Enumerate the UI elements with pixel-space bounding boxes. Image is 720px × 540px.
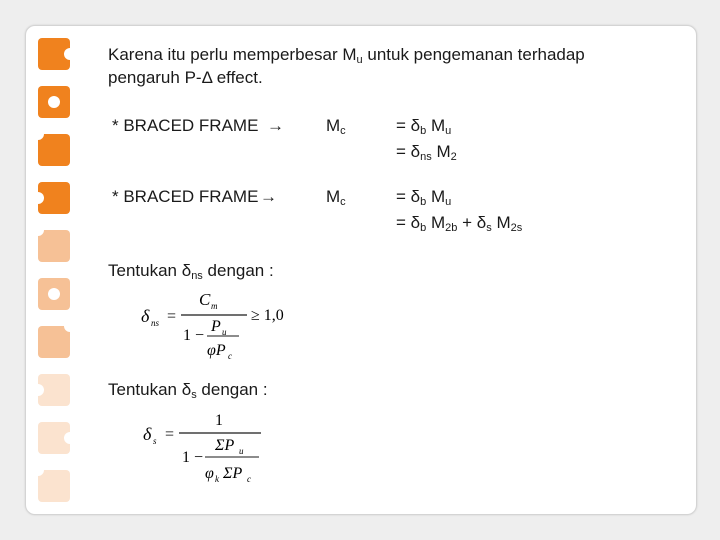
row1-eq2: = $\delta_{ns}$ $M_2$ xyxy=(396,142,457,163)
row2-m: $M_c$ xyxy=(326,187,346,208)
row1-m: $M_c$ xyxy=(326,116,346,137)
row2-eq1: = $\delta_b$ $M_u$ xyxy=(396,187,452,208)
formula-delta-s xyxy=(135,408,275,490)
fs-lhs: δ xyxy=(143,424,152,444)
fns-lhs: δ xyxy=(141,306,150,326)
fs-num: 1 xyxy=(215,412,223,429)
tentukan-s-text: Tentukan $\delta_s$ dengan : xyxy=(108,380,268,401)
fs-frac-num-sub: u xyxy=(239,446,244,456)
fns-frac-den-sub: c xyxy=(228,351,232,361)
row1-label: * BRACED FRAME xyxy=(112,116,259,135)
formula-delta-ns xyxy=(135,287,295,365)
fs-den-one: 1 − xyxy=(182,449,204,466)
row2-eq2: = $\delta_b$ $M_{2b} + \delta_s$ $M_{2s}$ xyxy=(396,213,523,234)
fs-frac-den: φ xyxy=(205,465,214,482)
fns-num-sub: m xyxy=(211,301,218,311)
row1-eq1: = $\delta_b$ $M_u$ xyxy=(396,116,452,137)
fns-frac-den: φP xyxy=(207,342,226,359)
deco-square-1 xyxy=(38,38,70,70)
deco-square-6 xyxy=(38,278,70,310)
intro-line-2: pengaruh P-Δ effect. xyxy=(108,68,263,87)
fns-frac-num: P xyxy=(211,318,221,335)
fs-frac-den-sub: k xyxy=(215,474,219,484)
row2-label: * BRACED FRAME xyxy=(112,187,259,206)
row1-arrow-icon: → xyxy=(267,116,284,135)
fns-den-one: 1 − xyxy=(183,327,205,344)
fs-eq: = xyxy=(165,426,175,443)
fns-frac-num-sub: u xyxy=(222,327,227,337)
deco-square-9 xyxy=(38,422,70,454)
deco-square-8 xyxy=(38,374,70,406)
fs-frac-num: ΣP xyxy=(215,437,235,454)
fns-eq: = xyxy=(167,308,177,325)
fs-lhs-sub: s xyxy=(153,436,157,446)
fns-rel: ≥ 1,0 xyxy=(251,307,284,324)
fs-frac-den-sum: ΣP xyxy=(223,465,243,482)
deco-square-7 xyxy=(38,326,70,358)
deco-square-3 xyxy=(38,134,70,166)
deco-square-10 xyxy=(38,470,70,502)
fns-lhs-sub: ns xyxy=(151,318,160,328)
deco-square-2 xyxy=(38,86,70,118)
intro-line-1: Karena itu perlu memperbesar $M_u$ untuk pengemanan terhadap xyxy=(108,45,585,66)
tentukan-ns-text: Tentukan $\delta_{ns}$ dengan : xyxy=(108,261,274,282)
fs-frac-den-sub2: c xyxy=(247,474,251,484)
deco-square-5 xyxy=(38,230,70,262)
row2-arrow-icon: → xyxy=(260,187,277,206)
fns-num: C xyxy=(199,290,211,309)
deco-square-4 xyxy=(38,182,70,214)
